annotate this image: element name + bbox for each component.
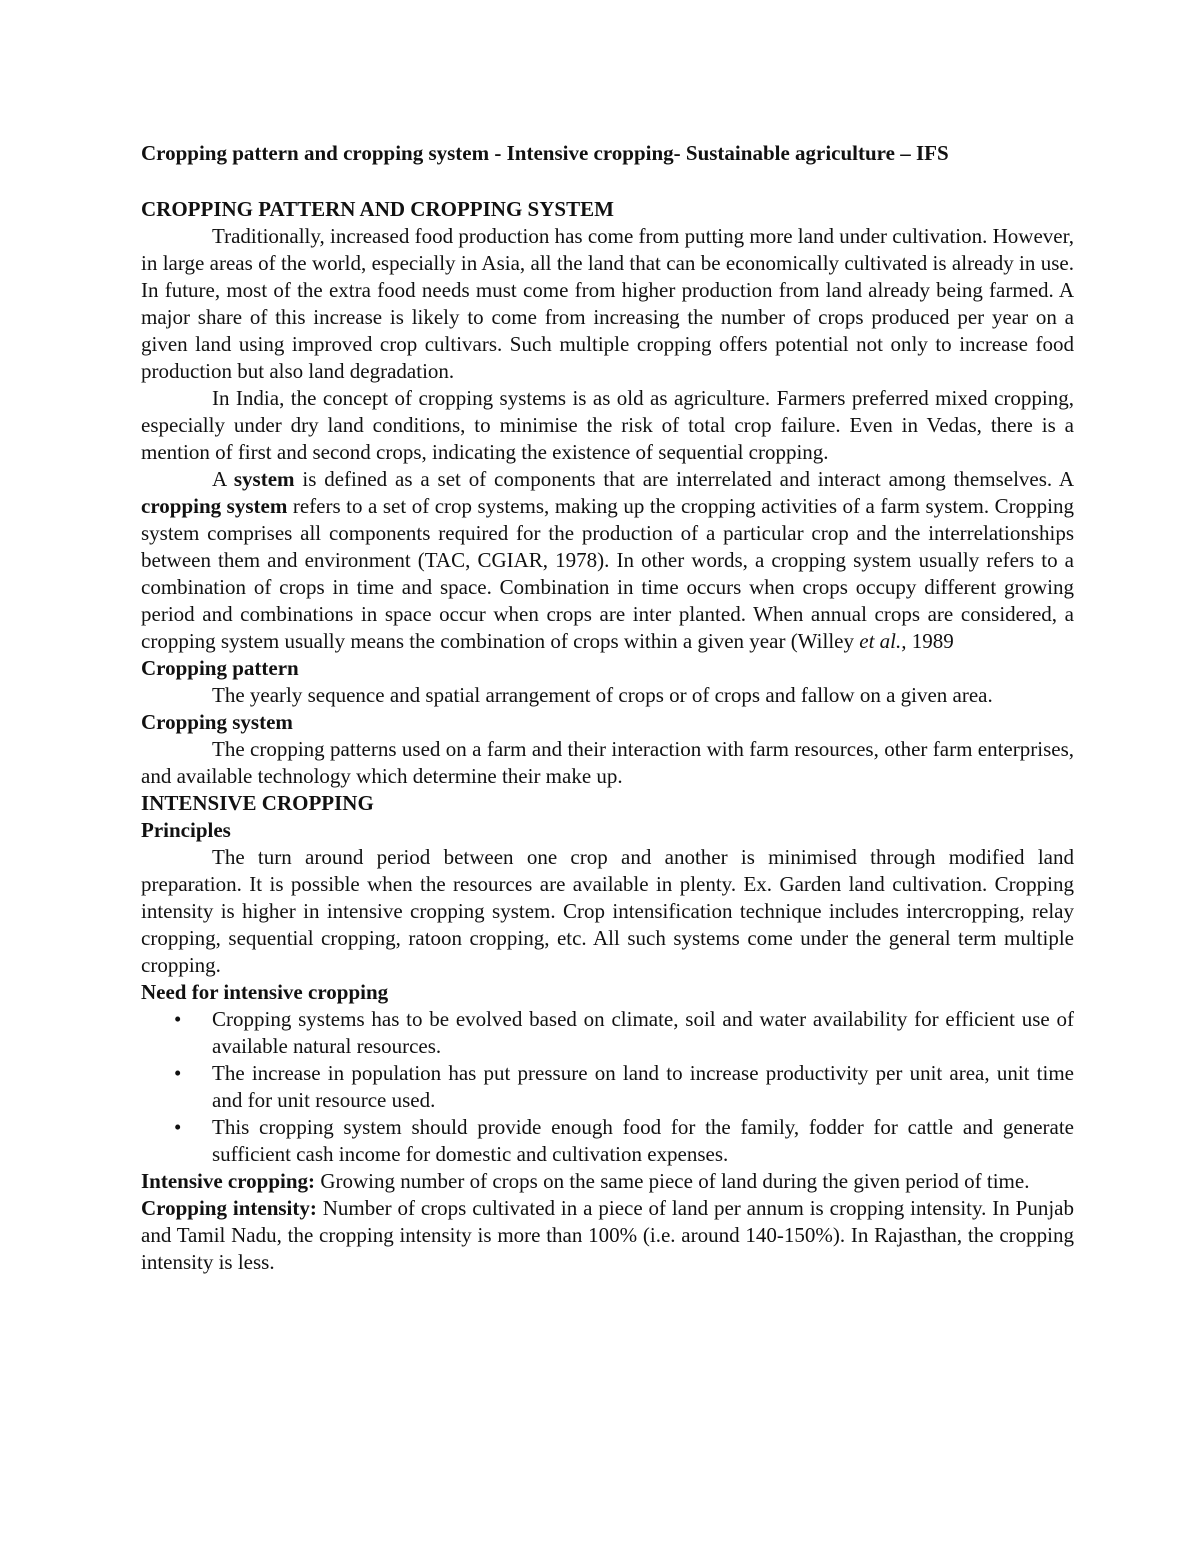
bold-term-cropping-intensity: Cropping intensity: [141, 1196, 317, 1220]
text-run: is defined as a set of components that are interrelated and interact among themselves. A [294, 467, 1074, 491]
bullet-icon: • [174, 1007, 182, 1031]
text-run: 1989 [906, 629, 954, 653]
subheading-need-for-intensive-cropping: Need for intensive cropping [141, 980, 389, 1004]
subheading-cropping-pattern: Cropping pattern [141, 656, 299, 680]
paragraph-india-concept: In India, the concept of cropping systems is as old as agriculture. Farmers preferred mixed cropping, especially under dry land conditions, to minimise the risk of total crop failure. Even in Vedas, there is a mention of first and second crops, indicating the existence of sequential cropping. [141, 386, 1074, 464]
list-item-text: This cropping system should provide enough food for the family, fodder for cattle and generate sufficient cash income for domestic and cultivation expenses. [212, 1115, 1074, 1166]
document-title: Cropping pattern and cropping system - Intensive cropping- Sustainable agriculture – IFS [141, 141, 949, 165]
section-heading-cropping-pattern-system: CROPPING PATTERN AND CROPPING SYSTEM [141, 197, 614, 221]
list-item-text: The increase in population has put pressure on land to increase productivity per unit area, unit time and for unit resource used. [212, 1061, 1074, 1112]
section-heading-intensive-cropping: INTENSIVE CROPPING [141, 791, 374, 815]
paragraph-intensive-cropping-definition [141, 1168, 1074, 1195]
bold-term-cropping-system: cropping system [141, 494, 288, 518]
list-item [141, 1060, 1074, 1114]
need-list [141, 1006, 1074, 1168]
paragraph-principles: The turn around period between one crop and another is minimised through modified land preparation. It is possible when the resources are available in plenty. Ex. Garden land cultivation. Cropping intensity is higher in intensive cropping system. Crop intensification technique includes intercropping, relay cropping, sequential cropping, ratoon cropping, etc. All such systems come under the general term multiple cropping. [141, 845, 1074, 977]
paragraph-cropping-intensity-definition [141, 1195, 1074, 1276]
bullet-icon: • [174, 1061, 182, 1085]
paragraph-system-definition [141, 466, 1074, 655]
list-item [141, 1114, 1074, 1168]
paragraph-cropping-pattern-definition: The yearly sequence and spatial arrangement of crops or of crops and fallow on a given area. [212, 683, 993, 707]
subheading-principles: Principles [141, 818, 231, 842]
text-run: Number of crops cultivated in a piece of land per annum is cropping intensity. In Punjab and Tamil Nadu, the cropping intensity is more than 100% (i.e. around 140-150%). In Rajasthan, the cropping intensity is less. [141, 1196, 1074, 1274]
list-item [141, 1006, 1074, 1060]
italic-et-al: et al., [859, 629, 907, 653]
text-run: A [212, 467, 234, 491]
list-item-text: Cropping systems has to be evolved based on climate, soil and water availability for efficient use of available natural resources. [212, 1007, 1074, 1058]
bold-term-intensive-cropping: Intensive cropping: [141, 1169, 316, 1193]
paragraph-traditionally: Traditionally, increased food production has come from putting more land under cultivation. However, in large areas of the world, especially in Asia, all the land that can be economically cultivated is already in use. In future, most of the extra food needs must come from higher production from land already being farmed. A major share of this increase is likely to come from increasing the number of crops produced per year on a given land using improved crop cultivars. Such multiple cropping offers potential not only to increase food production but also land degradation. [141, 224, 1074, 383]
paragraph-cropping-system-definition: The cropping patterns used on a farm and their interaction with farm resources, other farm enterprises, and available technology which determine their make up. [141, 737, 1074, 788]
bold-term-system: system [233, 467, 295, 491]
bullet-icon: • [174, 1115, 182, 1139]
text-run: Growing number of crops on the same piece of land during the given period of time. [315, 1169, 1030, 1193]
subheading-cropping-system: Cropping system [141, 710, 293, 734]
document-page [141, 140, 1074, 1276]
text-run: refers to a set of crop systems, making up the cropping activities of a farm system. Cropping system comprises all components required for the production of a particular crop and the interrelationships between them and environment (TAC, CGIAR, 1978). In other words, a cropping system usually refers to a combination of crops in time and space. Combination in time occurs when crops occupy different growing period and combinations in space occur when crops are inter planted. When annual crops are considered, a cropping system usually means the combination of crops within a given year (Willey [141, 494, 1074, 653]
